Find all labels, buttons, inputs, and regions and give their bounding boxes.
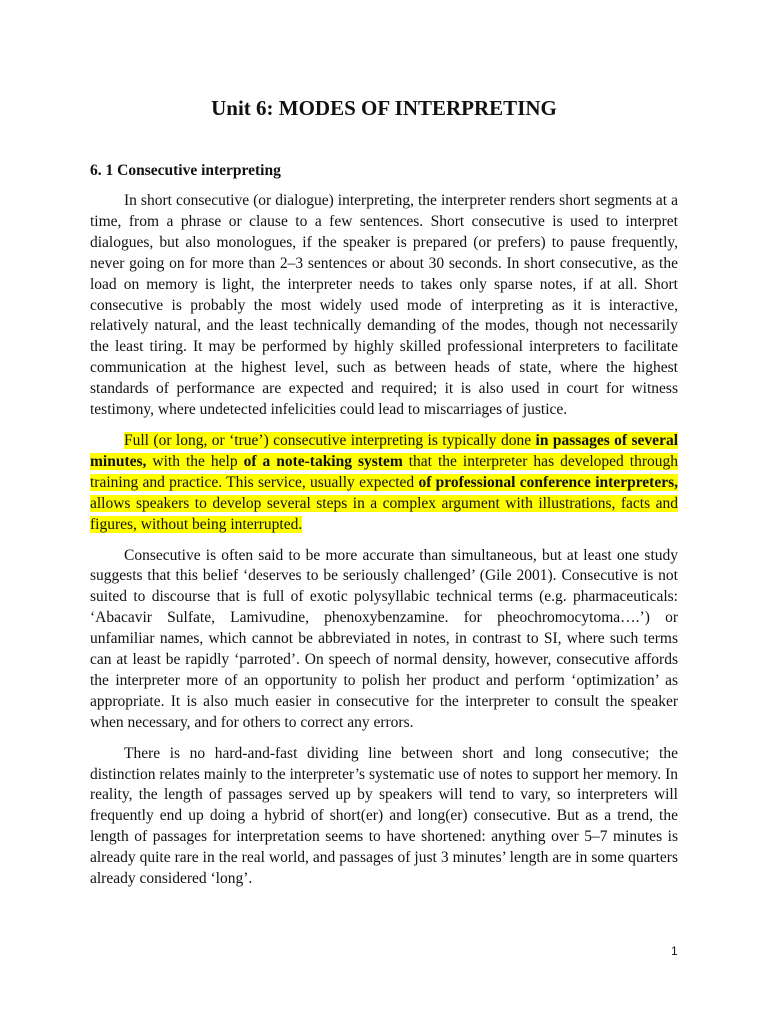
paragraph-accuracy: Consecutive is often said to be more accurate than simultaneous, but at least one study suggests that this belief ‘deserves to be seriously challenged’ (Gile 2001). Consecutive is not suited to discourse that is full of exotic polysyllabic technical terms (e.g. pharmaceuticals: ‘Abacavir Sulfate, Lamivudine, phenoxybenzamine. for pheochromocytoma….’) or unfamiliar names, which cannot be abbreviated in notes, in contrast to SI, where such terms can at least be rapidly ‘parroted’. On speech of normal density, however, consecutive affords the interpreter more of an opportunity to polish her product and perform ‘optimization’ as appropriate. It is also much easier in consecutive for the interpreter to consult the speaker when necessary, and for others to correct any errors. (90, 546, 678, 731)
bold-phrase: of professional conference interpreters, (418, 473, 678, 491)
page-number: 1 (671, 944, 678, 958)
paragraph-dividing-line: There is no hard-and-fast dividing line between short and long consecutive; the distinction relates mainly to the interpreter’s systematic use of notes to support her memory. In reality, the length of passages served up by speakers will tend to vary, so interpreters will frequently end up doing a hybrid of short(er) and long(er) consecutive. But as a trend, the length of passages for interpretation seems to have shortened: anything over 5–7 minutes is already quite rare in the real world, and passages of just 3 minutes’ length are in some quarters already considered ‘long’. (90, 744, 678, 888)
paragraph-full-consecutive (90, 431, 678, 536)
page-title: Unit 6: MODES OF INTERPRETING (211, 96, 557, 120)
text-run: with the help (146, 452, 244, 470)
section-heading: 6. 1 Consecutive interpreting (90, 162, 281, 179)
text-run: allows speakers to develop several steps in a complex argument with illustrations, facts and figures, without being interrupted. (90, 494, 678, 533)
body-text (90, 191, 678, 900)
text-run: that the interpreter has developed through training and practice. This service, usually expected (90, 452, 678, 491)
text-run: Full (or long, or ‘true’) consecutive interpreting is typically done (124, 431, 536, 449)
bold-phrase: of a note-taking system (243, 452, 403, 470)
paragraph-short-consecutive: In short consecutive (or dialogue) interpreting, the interpreter renders short segments at a time, from a phrase or clause to a few sentences. Short consecutive is used to interpret dialogues, but also monologues, if the speaker is prepared (or prefers) to pause frequently, never going on for more than 2–3 sentences or about 30 seconds. In short consecutive, as the load on memory is light, the interpreter needs to takes only sparse notes, if at all. Short consecutive is probably the most widely used mode of interpreting as it is interactive, relatively natural, and the least technically demanding of the modes, though not necessarily the least tiring. It may be performed by highly skilled professional interpreters to facilitate communication at the highest level, such as between heads of state, where the highest standards of performance are expected and required; it is also used in court for witness testimony, where undetected infelicities could lead to miscarriages of justice. (90, 192, 678, 419)
bold-phrase: in passages of several minutes, (90, 431, 679, 470)
